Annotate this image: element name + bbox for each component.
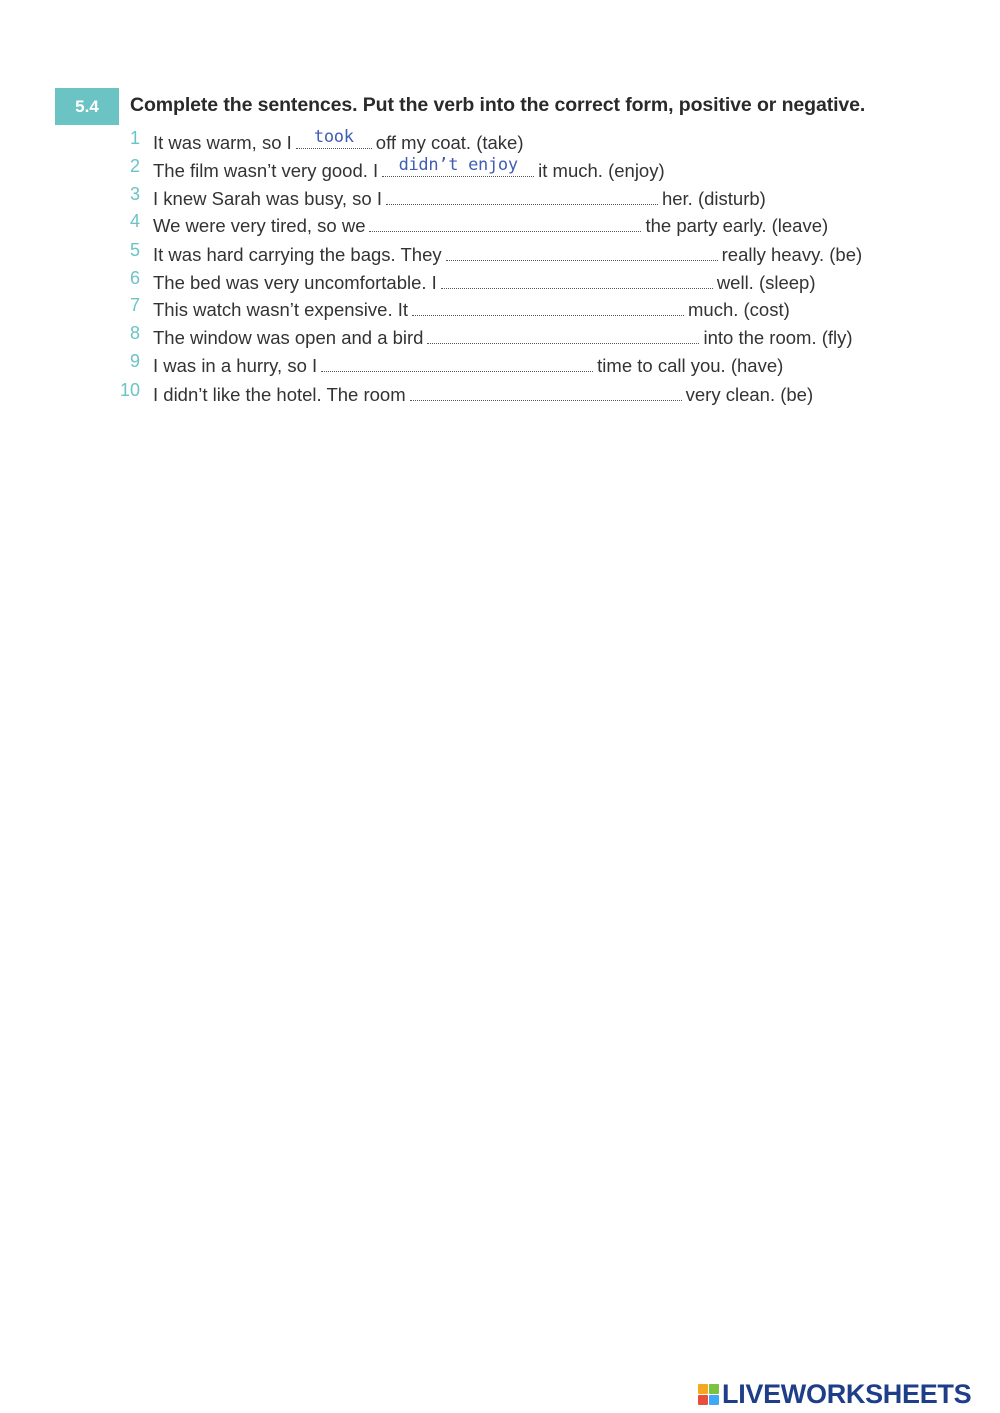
sentence-after: much. (cost) xyxy=(688,299,790,320)
answer-blank-5[interactable] xyxy=(446,240,718,261)
liveworksheets-logo xyxy=(698,1380,971,1408)
item-number: 2 xyxy=(129,156,140,176)
answer-blank-10[interactable] xyxy=(410,380,682,401)
sentence-after: really heavy. (be) xyxy=(721,244,863,265)
sentence-after: time to call you. (have) xyxy=(597,355,784,376)
item-number: 4 xyxy=(129,211,140,231)
sentence-item-2 xyxy=(0,156,1000,184)
sentence-after: her. (disturb) xyxy=(661,188,766,209)
answer-blank-9[interactable] xyxy=(321,351,593,372)
answer-text: took xyxy=(313,127,354,147)
sentence-before: It was warm, so I xyxy=(153,132,292,153)
sentence-item-5 xyxy=(0,240,1000,268)
item-number: 7 xyxy=(129,295,140,315)
sentence-after: well. (sleep) xyxy=(716,272,816,293)
item-number: 1 xyxy=(129,128,140,148)
exercise-header xyxy=(0,88,1000,126)
sentence-item-7 xyxy=(0,295,1000,323)
answer-blank-1[interactable] xyxy=(296,128,372,149)
sentence-before: The window was open and a bird xyxy=(153,327,424,348)
sentence-item-10 xyxy=(0,380,1000,408)
sentence-before: The bed was very uncomfortable. I xyxy=(153,272,437,293)
sentence-item-4 xyxy=(0,211,1000,239)
item-number: 10 xyxy=(119,380,140,400)
answer-blank-2[interactable] xyxy=(382,156,534,177)
sentence-after: off my coat. (take) xyxy=(375,132,524,153)
sentence-before: The film wasn’t very good. I xyxy=(153,160,379,181)
answer-blank-8[interactable] xyxy=(427,323,699,344)
sentence-before: It was hard carrying the bags. They xyxy=(153,244,442,265)
sentence-before: I was in a hurry, so I xyxy=(153,355,318,376)
sentence-before: We were very tired, so we xyxy=(153,215,366,236)
exercise-instruction: Complete the sentences. Put the verb into the correct form, positive or negative. xyxy=(130,94,866,116)
sentence-item-3 xyxy=(0,184,1000,212)
answer-blank-7[interactable] xyxy=(412,295,684,316)
sentence-before: This watch wasn’t expensive. It xyxy=(153,299,408,320)
sentence-item-1 xyxy=(0,128,1000,156)
answer-blank-4[interactable] xyxy=(369,211,641,232)
item-number: 6 xyxy=(129,268,140,288)
answer-blank-6[interactable] xyxy=(441,268,713,289)
sentence-after: very clean. (be) xyxy=(685,384,814,405)
exercise-number-badge: 5.4 xyxy=(55,88,119,125)
logo-mark-icon xyxy=(698,1384,719,1405)
item-number: 3 xyxy=(129,184,140,204)
sentence-after: it much. (enjoy) xyxy=(538,160,665,181)
answer-blank-3[interactable] xyxy=(386,184,658,205)
item-number: 5 xyxy=(129,240,140,260)
sentence-after: into the room. (fly) xyxy=(703,327,853,348)
item-number: 8 xyxy=(129,323,140,343)
item-number: 9 xyxy=(129,351,140,371)
sentence-item-8 xyxy=(0,323,1000,351)
sentence-item-9 xyxy=(0,351,1000,379)
answer-text: didn’t enjoy xyxy=(398,155,518,175)
logo-text: LIVEWORKSHEETS xyxy=(722,1378,972,1409)
sentence-before: I didn’t like the hotel. The room xyxy=(153,384,406,405)
sentence-before: I knew Sarah was busy, so I xyxy=(153,188,382,209)
sentence-after: the party early. (leave) xyxy=(645,215,829,236)
sentence-item-6 xyxy=(0,268,1000,296)
